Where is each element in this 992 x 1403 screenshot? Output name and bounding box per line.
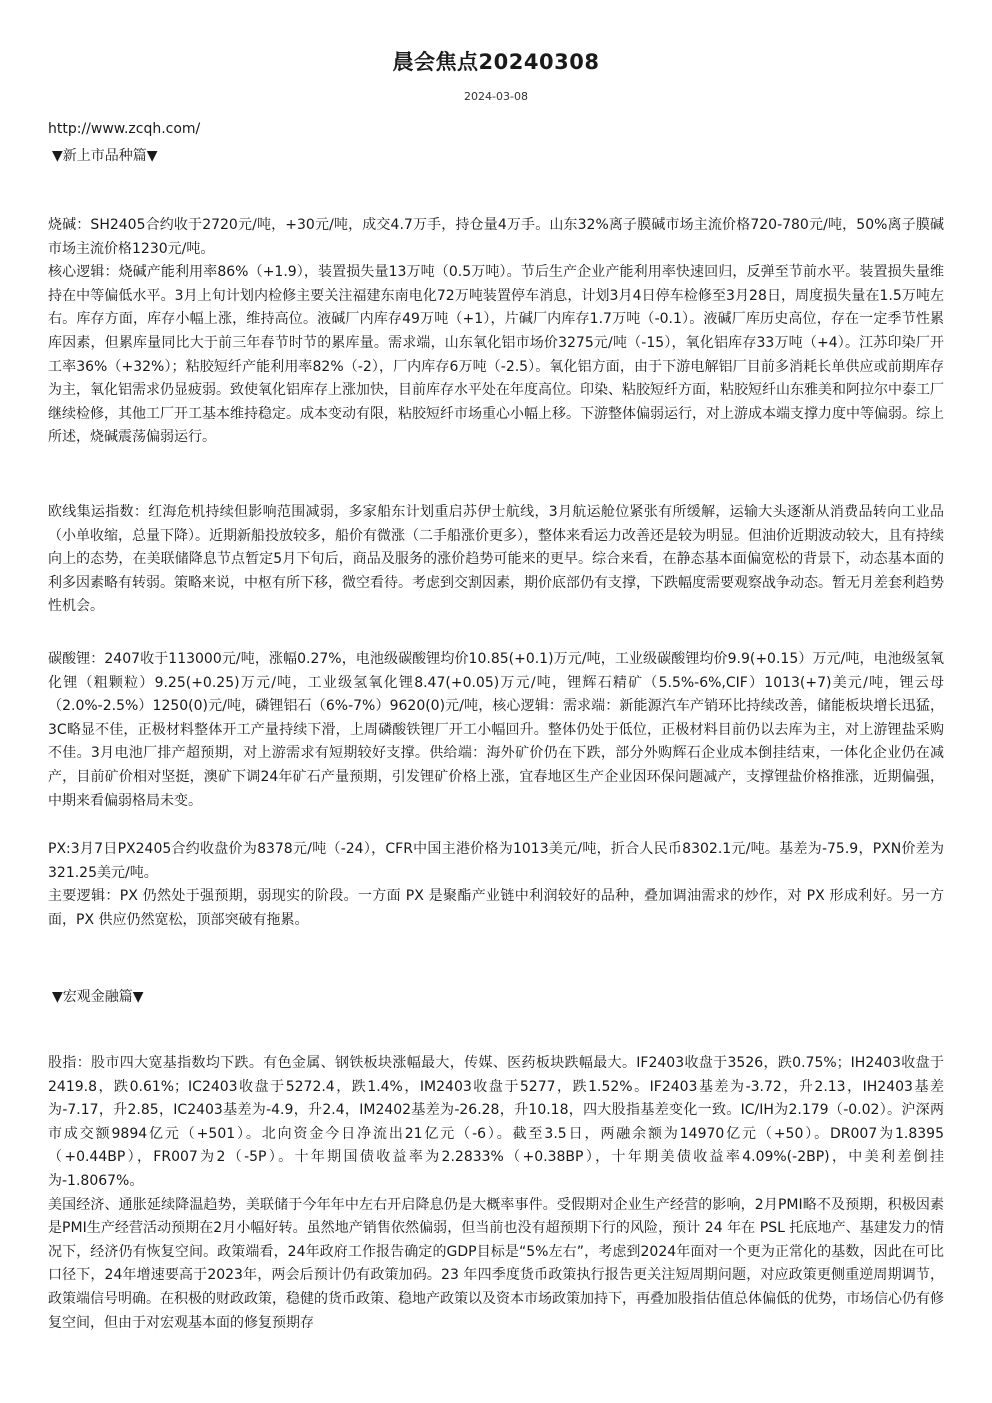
macro-text: 美国经济、通胀延续降温趋势，美联储于今年年中左右开启降息仍是大概率事件。受假期对企业生产经营的影响，2月PMI略不及预期，积极因素是PMI生产经营活动预期在2月小幅好转。虽然地产销售依然偏弱，但当前也没有超预期下行的风险，预计 24 年在 PSL 托底地产、基建发力的情况下，经济仍有恢复空间。政策端看，24年政府工作报告确定的GDP目标是“5%左右”，考虑到2024年面对一个更为正常化的基数，因此在可比口径下，24年增速要高于2023年，两会后预计仍有政策加码。23 年四季度货币政策执行报告更关注短周期问题，对应政策更侧重逆周期调节，政策端信号明确。在积极的财政政策，稳健的货币政策、稳地产政策以及资本市场政策加持下，再叠加股指估值总体偏低的优势，市场信心仍有修复空间，但由于对宏观基本面的修复预期存 [48, 1196, 944, 1331]
section-heading-macro: ▼宏观金融篇▼ [52, 989, 144, 1005]
caustic-soda-price-text: 烧碱：SH2405合约收于2720元/吨，+30元/吨，成交4.7万手，持仓量4万手。山东32%离子膜碱市场主流价格720-780元/吨，50%离子膜碱市场主流价格1230元/吨。 [48, 217, 944, 257]
caustic-soda-logic-text: 核心逻辑：烧碱产能利用率86%（+1.9），装置损失量13万吨（0.5万吨）。节后生产企业产能利用率快速回归，反弹至节前水平。装置损失量维持在中等偏低水平。3月上旬计划内检修主要关注福建东南电化72万吨装置停车消息，计划3月4日停车检修至3月28日，周度损失量在1.5万吨左右。库存方面，库存小幅上涨，维持高位。液碱厂内库存49万吨（+1），片碱厂内库存1.7万吨（-0.1）。液碱厂库历史高位，存在一定季节性累库因素，但累库量同比大于前三年春节时节的累库量。需求端，山东氧化铝市场价3275元/吨（-15），氧化铝库存33万吨（+4）。江苏印染厂开工率36%（+32%）；粘胶短纤产能利用率82%（-2），厂内库存6万吨（-2.5）。氧化铝方面，由于下游电解铝厂目前多消耗长单供应或前期库存为主，氧化铝需求仍显疲弱。致使氧化铝库存上涨加快，目前库存水平处在年度高位。印染、粘胶短纤方面，粘胶短纤山东雅美和阿拉尔中泰工厂继续检修，其他工厂开工基本维持稳定。成本变动有限，粘胶短纤市场重心小幅上移。下游整体偏弱运行，对上游成本端支撑力度中等偏弱。综上所述，烧碱震荡偏弱运行。 [48, 264, 944, 446]
lithium-carbonate-paragraph [48, 648, 944, 813]
report-title: 晨会焦点20240308 [392, 50, 600, 74]
container-freight-paragraph [48, 501, 944, 619]
px-paragraph [48, 838, 944, 932]
report-date: 2024-03-08 [464, 90, 528, 103]
stock-index-paragraph [48, 1052, 944, 1335]
container-freight-text: 欧线集运指数：红海危机持续但影响范围减弱，多家船东计划重启苏伊士航线，3月航运舱位紧张有所缓解，运输大头逐渐从消费品转向工业品（小单收缩，总量下降）。近期新船投放较多，船价有微涨（二手船涨价更多），整体来看运力改善还是较为明显。但油价近期波动较大，且有持续向上的态势，在美联储降息节点暂定5月下旬后，商品及服务的涨价趋势可能来的更早。综合来看，在静态基本面偏宽松的背景下，动态基本面的利多因素略有转弱。策略来说，中枢有所下移，微空看待。考虑到交割因素，期价底部仍有支撑，下跌幅度需要观察战争动态。暂无月差套利趋势性机会。 [48, 504, 944, 615]
lithium-carbonate-text: 碳酸锂：2407收于113000元/吨，涨幅0.27%，电池级碳酸锂均价10.85(+0.1)万元/吨，工业级碳酸锂均价9.9(+0.15）万元/吨，电池级氢氧化锂（粗颗粒）9.25(+0.25)万元/吨，工业级氢氧化锂8.47(+0.05)万元/吨，锂辉石精矿（5.5%-6%,CIF）1013(+7)美元/吨，锂云母（2.0%-2.5%）1250(0)元/吨，磷锂铝石（6%-7%）9620(0)元/吨，核心逻辑：需求端：新能源汽车产销环比持续改善，储能板块增长迅猛，3C略显不佳，正极材料整体开工产量持续下滑，上周磷酸铁锂厂开工小幅回升。整体仍处于低位，正极材料目前仍以去库为主，对上游锂盐采购不佳。3月电池厂排产超预期，对上游需求有短期较好支撑。供给端：海外矿价仍在下跌，部分外购辉石企业成本倒挂结束，一体化企业仍在减产，目前矿价相对坚挺，澳矿下调24年矿石产量预期，引发锂矿价格上涨，宜春地区生产企业因环保问题减产，支撑锂盐价格推涨，近期偏强，中期来看偏弱格局未变。 [48, 651, 944, 809]
stock-index-text: 股指：股市四大宽基指数均下跌。有色金属、钢铁板块涨幅最大，传媒、医药板块跌幅最大。IF2403收盘于3526，跌0.75%；IH2403收盘于2419.8，跌0.61%；IC2403收盘于5272.4，跌1.4%，IM2403收盘于5277，跌1.52%。IF2403基差为-3.72，升2.13，IH2403基差为-7.17，升2.85，IC2403基差为-4.9，升2.4，IM2402基差为-26.28，升10.18，四大股指基差变化一致。IC/IH为2.179（-0.02）。沪深两市成交额9894亿元（+501）。北向资金今日净流出21亿元（-6）。截至3.5日，两融余额为14970亿元（+50）。DR007为1.8395（+0.44BP），FR007为2（-5P）。十年期国债收益率为2.2833%（+0.38BP），十年期美债收益率4.09%(-2BP)，中美利差倒挂为-1.8067%。 [48, 1055, 944, 1189]
px-logic-text: 主要逻辑：PX 仍然处于强预期，弱现实的阶段。一方面 PX 是聚酯产业链中利润较好的品种，叠加调油需求的炒作，对 PX 形成利好。另一方面，PX 供应仍然宽松，顶部突破有拖累。 [48, 888, 944, 928]
section-heading-commodity: ▼新上市品种篇▼ [52, 148, 158, 164]
website-link[interactable]: http://www.zcqh.com/ [48, 121, 201, 137]
px-price-text: PX:3月7日PX2405合约收盘价为8378元/吨（-24），CFR中国主港价格为1013美元/吨，折合人民币8302.1元/吨。基差为-75.9，PXN价差为321.25美元/吨。 [48, 841, 944, 881]
caustic-soda-paragraph [48, 214, 944, 450]
